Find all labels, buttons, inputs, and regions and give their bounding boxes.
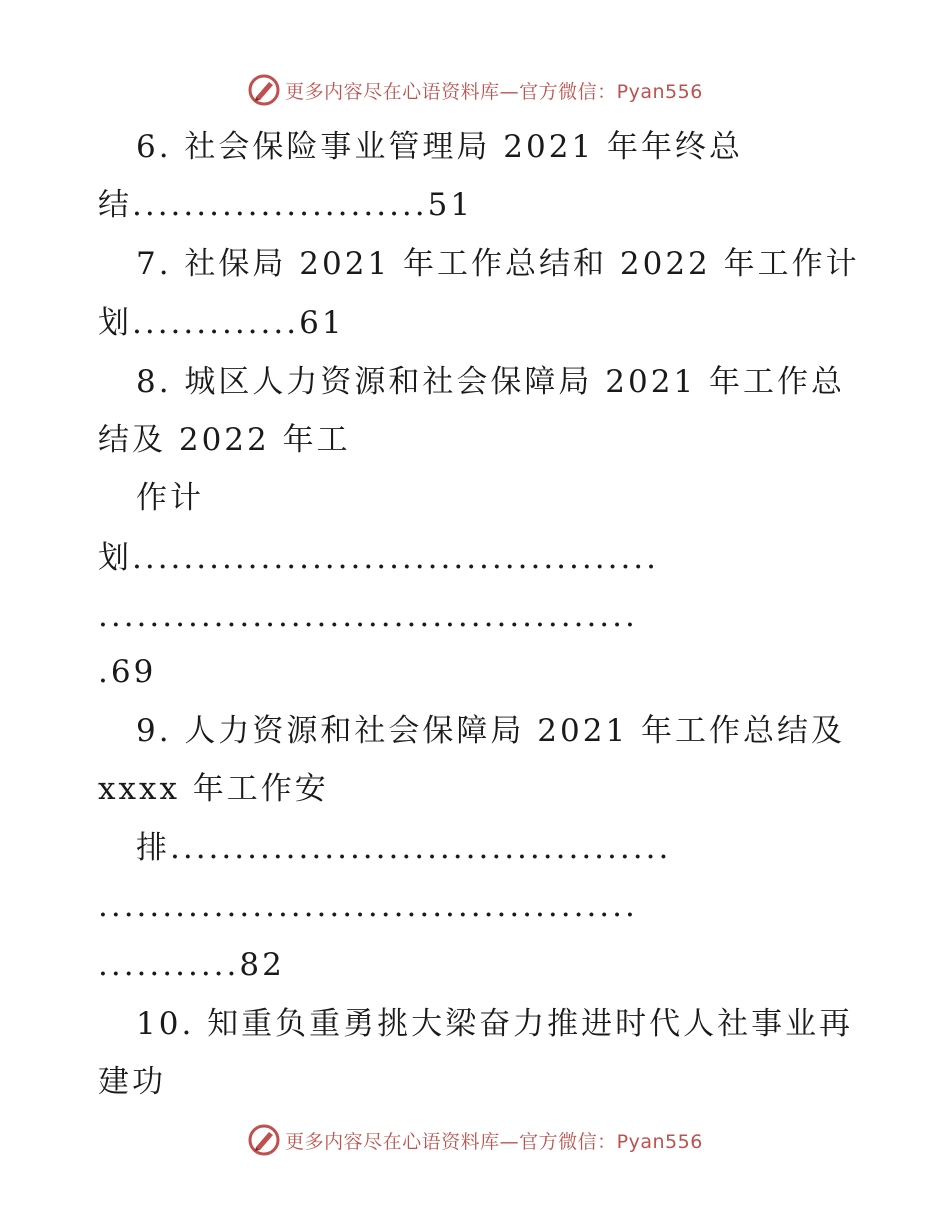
toc-entry-9-leader[interactable]: 排....................................... [136,830,672,866]
pen-logo-icon [247,1123,281,1157]
toc-entry-7-title[interactable]: 7. 社保局 2021 年工作总结和 2022 年工作计 [136,246,860,282]
toc-entry-6-title[interactable]: 6. 社会保险事业管理局 2021 年年终总 [136,129,744,165]
toc-entry-9-leader-cont[interactable]: .......................................... [98,888,638,924]
toc-entry-9-title-cont[interactable]: xxxx 年工作安 [98,771,329,807]
toc-entry-6-page[interactable]: 结.......................51 [98,187,474,223]
toc-entry-8-leader-cont[interactable]: .......................................... [98,598,638,634]
toc-entry-9-title[interactable]: 9. 人力资源和社会保障局 2021 年工作总结及 [136,713,846,749]
header-watermark-text: 更多内容尽在心语资料库—官方微信：Pyan556 [285,80,703,103]
toc-entry-8-title-cont[interactable]: 结及 2022 年工 [98,422,351,458]
toc-entry-10-title-cont[interactable]: 建功 [98,1064,166,1100]
toc-entry-8-title-cont2[interactable]: 作计 [136,480,204,516]
pen-logo-icon [247,73,281,107]
toc-entry-8-page[interactable]: .69 [98,654,157,690]
toc-entry-7-page[interactable]: 划.............61 [98,305,345,341]
toc-entry-8-title[interactable]: 8. 城区人力资源和社会保障局 2021 年工作总 [136,364,846,400]
toc-entry-9-page[interactable]: ...........82 [98,947,285,983]
header-watermark [0,70,950,110]
toc-entry-10-title[interactable]: 10. 知重负重勇挑大梁奋力推进时代人社事业再 [136,1006,854,1042]
toc-entry-8-leader[interactable]: 划......................................... [98,540,660,576]
footer-watermark [0,1120,950,1160]
footer-watermark-text: 更多内容尽在心语资料库—官方微信：Pyan556 [285,1130,703,1153]
